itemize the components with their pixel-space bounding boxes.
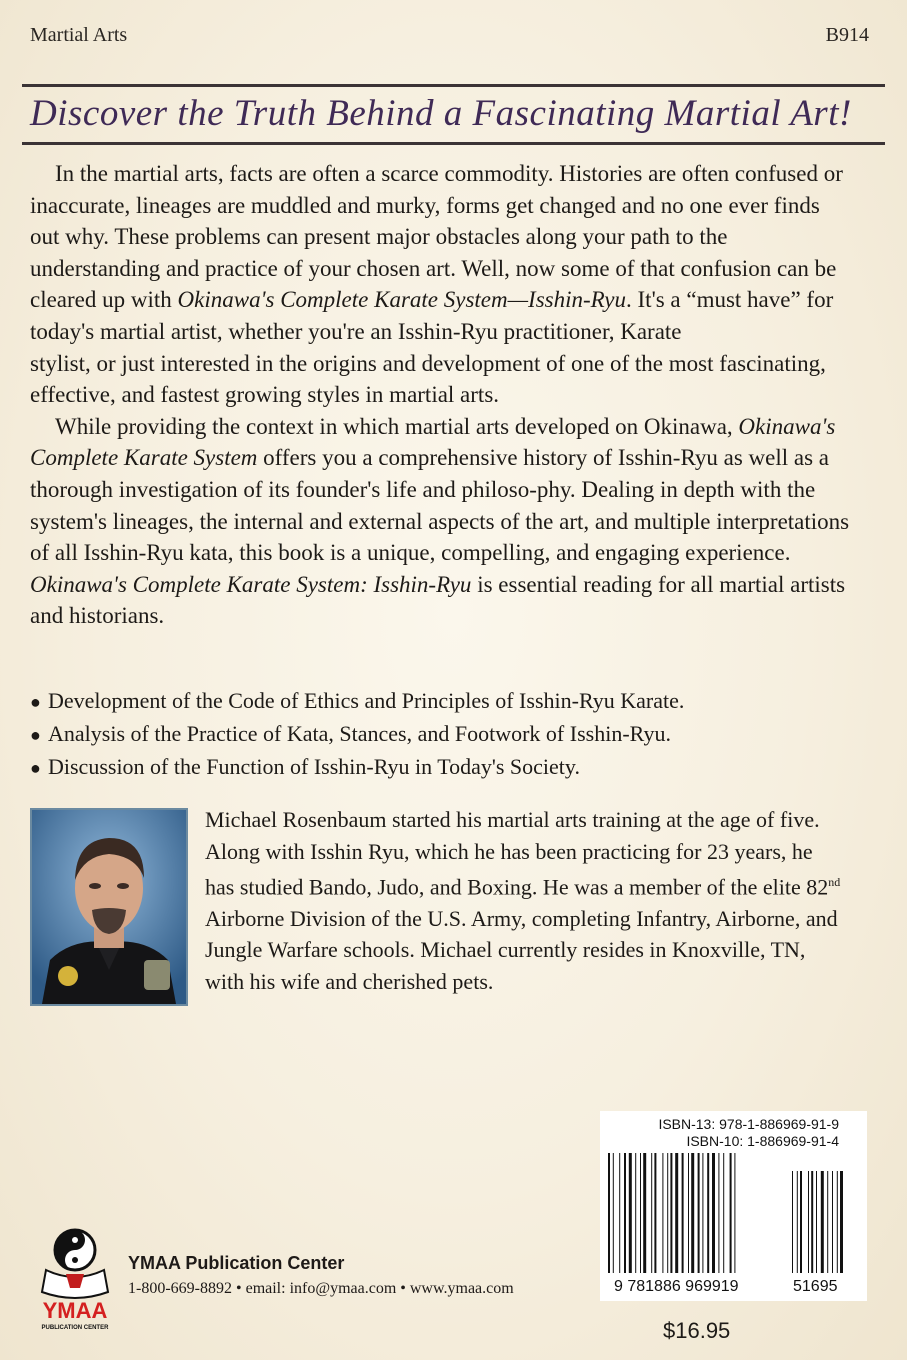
catalog-code: B914 xyxy=(825,24,869,46)
author-photo xyxy=(30,808,188,1006)
headline: Discover the Truth Behind a Fascinating Martial Art! xyxy=(30,93,852,134)
category-label: Martial Arts xyxy=(30,24,128,46)
publisher-name: YMAA Publication Center xyxy=(128,1253,345,1273)
publisher-contact: 1-800-669-8892 • email: info@ymaa.com • www.ymaa.com xyxy=(128,1280,514,1297)
price: $16.95 xyxy=(663,1318,731,1343)
svg-text:51695: 51695 xyxy=(793,1278,838,1295)
bullet-icon: ● xyxy=(30,758,41,778)
top-bar xyxy=(0,0,907,78)
bullet-icon: ● xyxy=(30,692,41,712)
svg-text:PUBLICATION CENTER: PUBLICATION CENTER xyxy=(41,1325,109,1331)
author-bio: Michael Rosenbaum started his martial arts training at the age of five. Along with Isshin Ryu, which he has been practicing for 23 years, he has studied Bando, Judo, and Boxing. He was a member of the elite 82nd Airborne Division of the U.S. Army, completing Infantry, Airborne, and Jungle Warfare schools. Michael currently resides in Knoxville, TN, with his wife and cherished pets. xyxy=(205,807,841,994)
headline-rule-bottom xyxy=(22,142,885,145)
headline-rule-top xyxy=(22,84,885,87)
bullet-icon: ● xyxy=(30,725,41,745)
list-item: ● Development of the Code of Ethics and Principles of Isshin-Ryu Karate. xyxy=(30,685,870,718)
isbn-10: ISBN-10: 1-886969-91-4 xyxy=(686,1133,839,1149)
paragraph-2: While providing the context in which martial arts developed on Okinawa, Okinawa's Complete Karate System offers you a comprehensive history of Isshin-Ryu as well as a thorough investigation of its founder's life and philoso-phy. Dealing in depth with the system's lineages, the internal and external aspects of the art, and multiple interpretations of all Isshin-Ryu kata, this book is a unique, compelling, and engaging experience. Okinawa's Complete Karate System: Isshin-Ryu is essential reading for all martial artists and historians. xyxy=(30,413,850,629)
isbn-13: ISBN-13: 978-1-886969-91-9 xyxy=(658,1116,839,1132)
svg-text:9 781886 969919: 9 781886 969919 xyxy=(614,1278,739,1295)
list-item: ● Analysis of the Practice of Kata, Stances, and Footwork of Isshin-Ryu. xyxy=(30,718,870,751)
description xyxy=(30,158,850,632)
paragraph-1: In the martial arts, facts are often a scarce commodity. Histories are often confused or inaccurate, lineages are muddled and murky, forms get changed and no one ever finds out why. These problems can present major obstacles along your path to the understanding and practice of your chosen art. Well, now some of that confusion can be cleared up with Okinawa's Complete Karate System—Isshin-Ryu. It's a “must have” for today's martial artist, whether you're an Isshin-Ryu practitioner, Karate stylist, or just interested in the origins and development of one of the most fascinating, effective, and fastest growing styles in martial arts. xyxy=(30,161,843,408)
ymaa-logo xyxy=(28,1222,123,1332)
svg-text:YMAA: YMAA xyxy=(42,1298,108,1323)
list-item: ● Discussion of the Function of Isshin-Ryu in Today's Society. xyxy=(30,751,870,784)
feature-list xyxy=(30,685,870,784)
